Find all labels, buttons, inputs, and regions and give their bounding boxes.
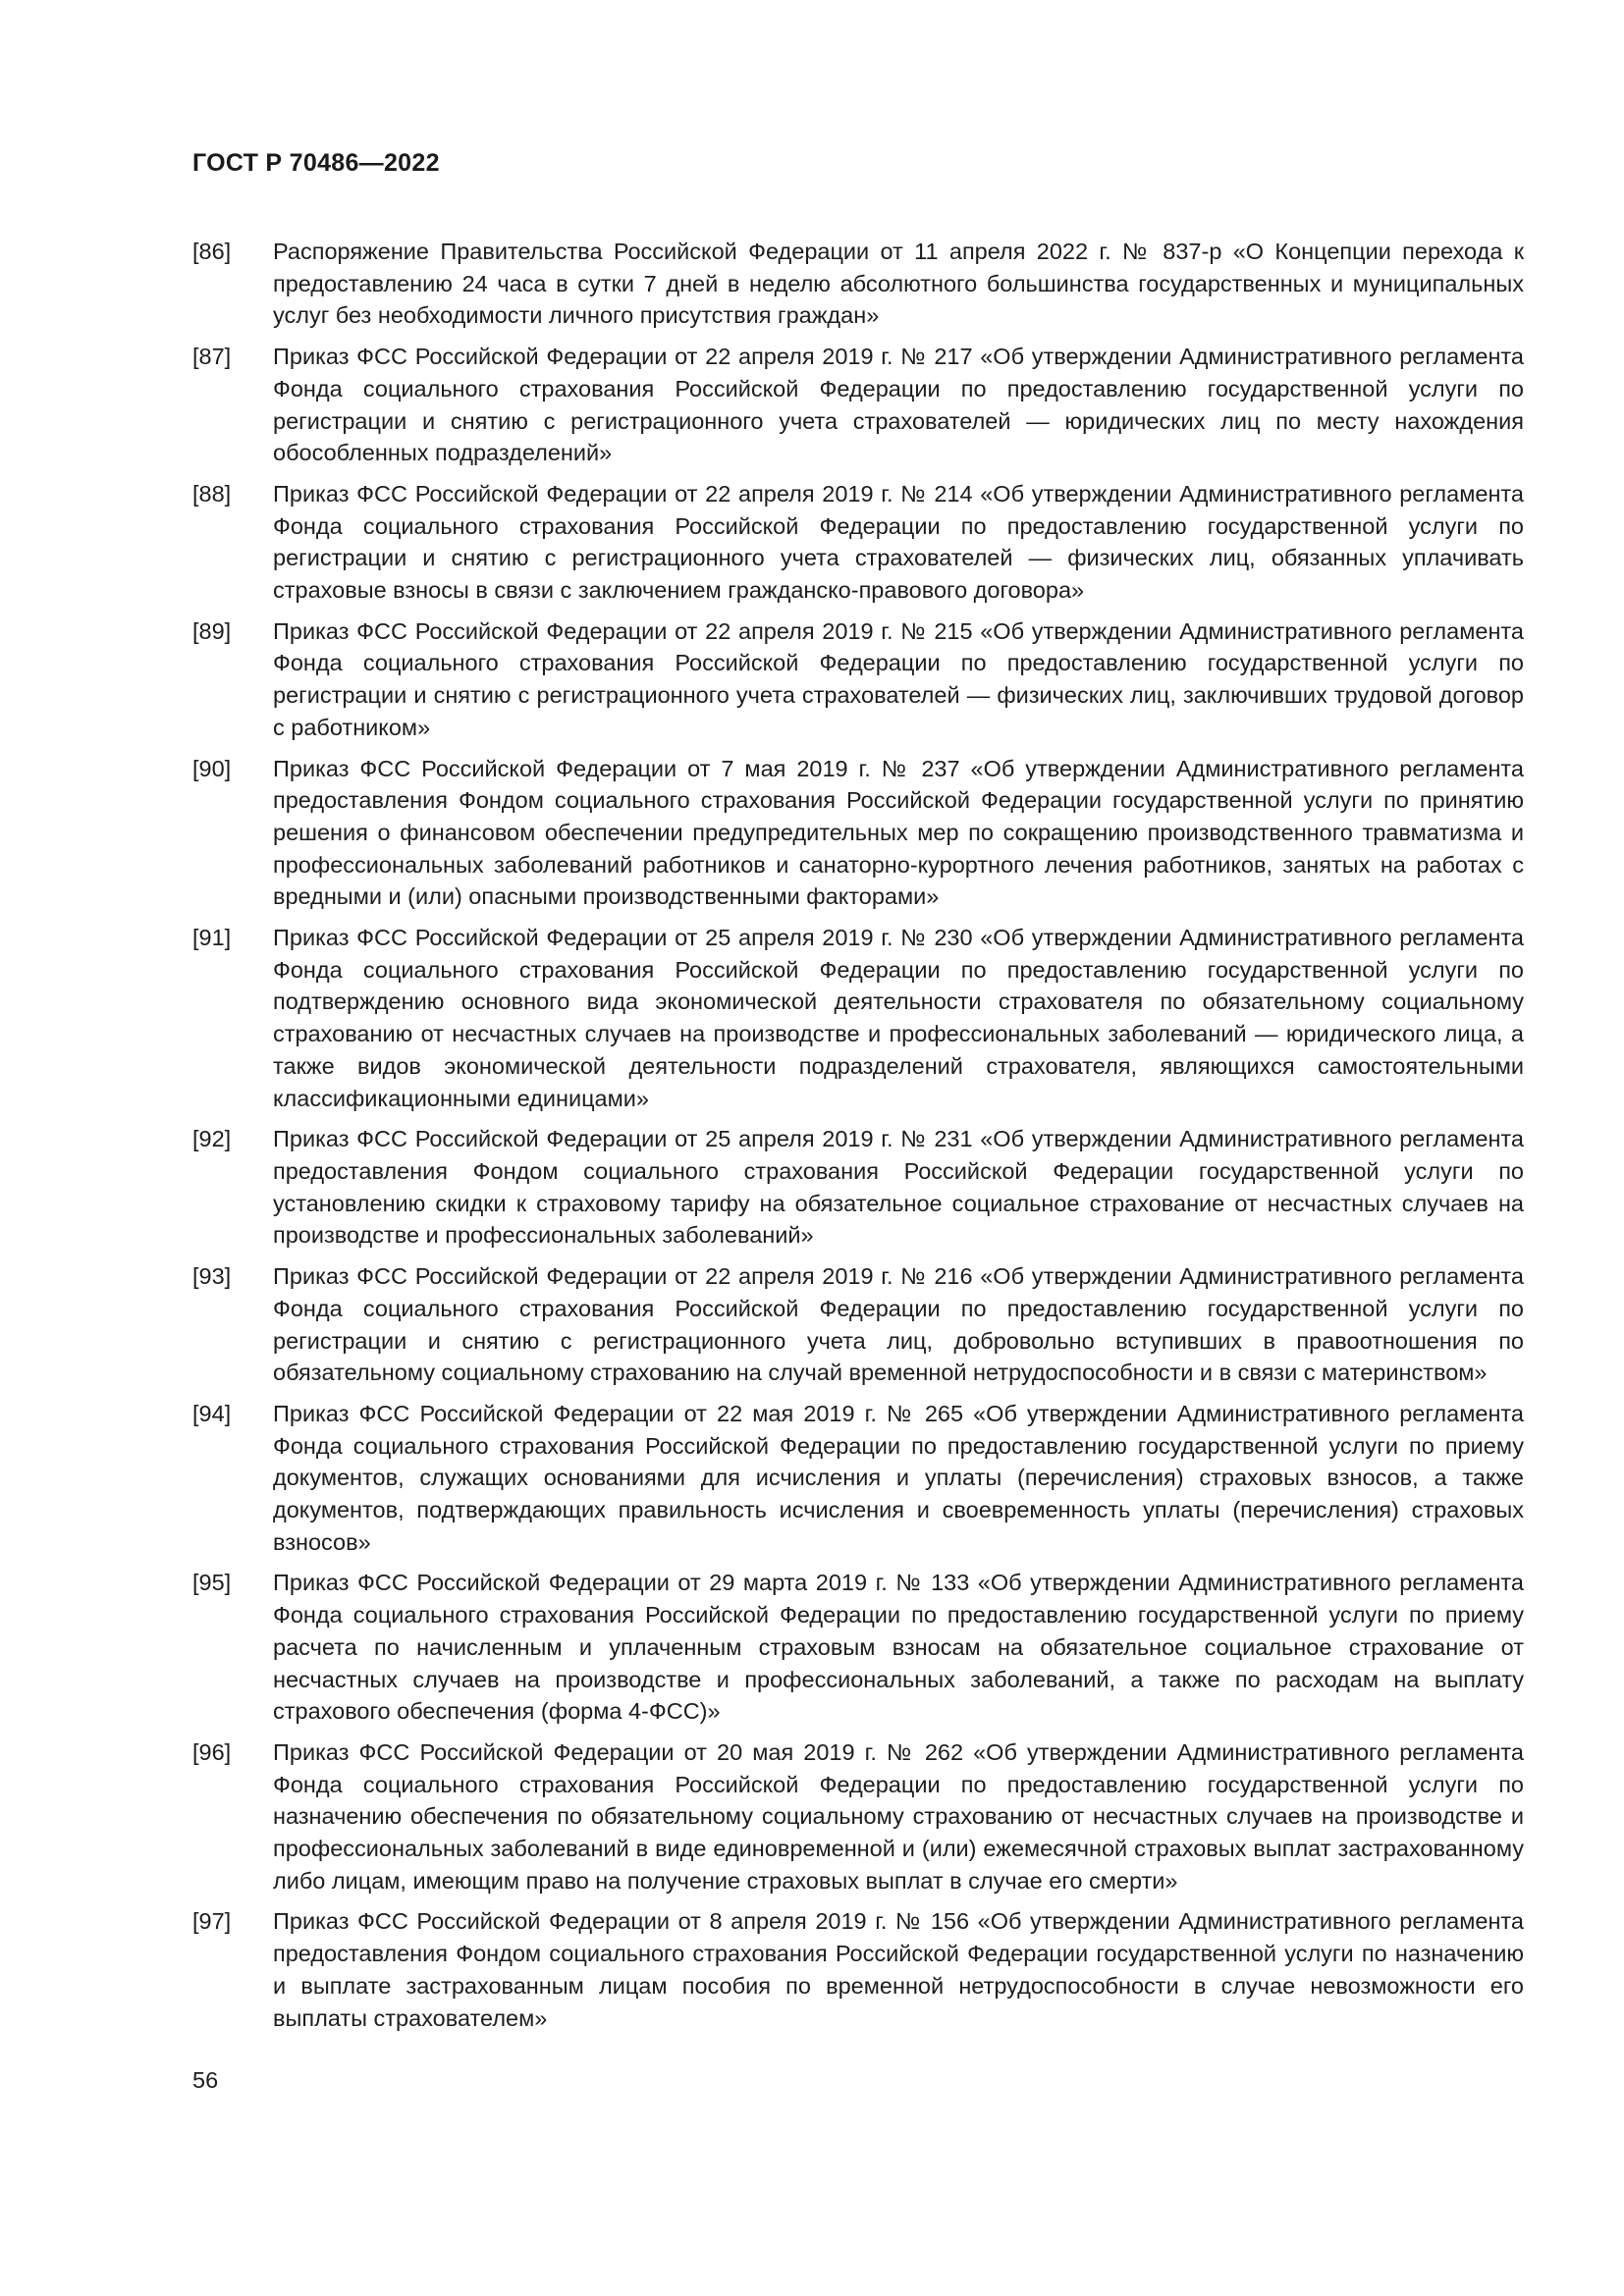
reference-number: [90]: [192, 755, 232, 781]
reference-number: [91]: [192, 925, 232, 951]
reference-number: [93]: [192, 1263, 232, 1290]
reference-item: [192, 236, 1524, 332]
reference-item: [192, 1260, 1524, 1389]
reference-item: [192, 1567, 1524, 1728]
reference-item: [192, 341, 1524, 469]
references-list: [192, 236, 1524, 2043]
reference-text: Распоряжение Правительства Российской Федерации от 11 апреля 2022 г. № 837-р «О Концепции перехода к предоставлению 24 часа в сутки 7 дней в неделю абсолютного большинства государственных и муниципальных услуг без необходимости личного присутствия граждан»: [273, 239, 1524, 329]
reference-text: Приказ ФСС Российской Федерации от 25 апреля 2019 г. № 230 «Об утверждении Административного регламента Фонда социального страхования Российской Федерации по предоставлению государственной услуги по подтверждению основного вида экономической деятельности страхователя по обязательному социальному страхованию от несчастных случаев на производстве и профессиональных заболеваний — юридического лица, а также видов экономической деятельности подразделений страхователя, являющихся самостоятельными классификационными единицами»: [273, 925, 1524, 1111]
reference-number: [96]: [192, 1738, 232, 1765]
reference-text: Приказ ФСС Российской Федерации от 29 марта 2019 г. № 133 «Об утверждении Административного регламента Фонда социального страхования Российской Федерации по предоставлению государственной услуги по приему расчета по начисленным и уплаченным страховым взносам на обязательное социальное страхование от несчастных случаев на производстве и профессиональных заболеваний, а также по расходам на выплату страхового обеспечения (форма 4-ФСС)»: [273, 1570, 1524, 1725]
reference-item: [192, 1123, 1524, 1252]
reference-number: [95]: [192, 1570, 232, 1596]
reference-item: [192, 1736, 1524, 1897]
reference-number: [97]: [192, 1908, 232, 1935]
reference-item: [192, 615, 1524, 744]
reference-text: Приказ ФСС Российской Федерации от 22 апреля 2019 г. № 216 «Об утверждении Административного регламента Фонда социального страхования Российской Федерации по предоставлению государственной услуги по регистрации и снятию с регистрационного учета лиц, добровольно вступивших в правоотношения по обязательному социальному страхованию на случай временной нетрудоспособности и в связи с материнством»: [273, 1263, 1524, 1386]
reference-text: Приказ ФСС Российской Федерации от 22 апреля 2019 г. № 214 «Об утверждении Административного регламента Фонда социального страхования Российской Федерации по предоставлению государственной услуги по регистрации и снятию с регистрационного учета страхователей — физических лиц, обязанных уплачивать страховые взносы в связи с заключением гражданско-правового договора»: [273, 480, 1524, 604]
reference-item: [192, 922, 1524, 1114]
reference-text: Приказ ФСС Российской Федерации от 22 мая 2019 г. № 265 «Об утверждении Административного регламента Фонда социального страхования Российской Федерации по предоставлению государственной услуги по приему документов, служащих основаниями для исчисления и уплаты (перечисления) страховых взносов, а также документов, подтверждающих правильность исчисления и своевременность уплаты (перечисления) страховых взносов»: [273, 1400, 1524, 1555]
reference-text: Приказ ФСС Российской Федерации от 8 апреля 2019 г. № 156 «Об утверждении Административного регламента предоставления Фондом социального страхования Российской Федерации государственной услуги по назначению и выплате застрахованным лицам пособия по временной нетрудоспособности в случае невозможности его выплаты страхователем»: [273, 1908, 1524, 2031]
page-number: 56: [192, 2067, 219, 2093]
reference-number: [87]: [192, 344, 232, 370]
reference-number: [94]: [192, 1400, 232, 1426]
reference-text: Приказ ФСС Российской Федерации от 7 мая 2019 г. № 237 «Об утверждении Административного регламента предоставления Фондом социального страхования Российской Федерации государственной услуги по принятию решения о финансовом обеспечении предупредительных мер по сокращению производственного травматизма и профессиональных заболеваний работников и санаторно-курортного лечения работников, занятых на работах с вредными и (или) опасными производственными факторами»: [273, 755, 1524, 910]
reference-text: Приказ ФСС Российской Федерации от 22 апреля 2019 г. № 215 «Об утверждении Административного регламента Фонда социального страхования Российской Федерации по предоставлению государственной услуги по регистрации и снятию с регистрационного учета страхователей — физических лиц, заключивших трудовой договор с работником»: [273, 617, 1524, 740]
reference-text: Приказ ФСС Российской Федерации от 25 апреля 2019 г. № 231 «Об утверждении Административного регламента предоставления Фондом социального страхования Российской Федерации государственной услуги по установлению скидки к страховому тарифу на обязательное социальное страхование от несчастных случаев на производстве и профессиональных заболеваний»: [273, 1126, 1524, 1249]
reference-number: [86]: [192, 239, 232, 264]
document-code-header: ГОСТ Р 70486—2022: [192, 149, 440, 177]
reference-number: [92]: [192, 1126, 232, 1152]
reference-text: Приказ ФСС Российской Федерации от 20 мая 2019 г. № 262 «Об утверждении Административного регламента Фонда социального страхования Российской Федерации по предоставлению государственной услуги по назначению обеспечения по обязательному социальному страхованию от несчастных случаев на производстве и профессиональных заболеваний в виде единовременной и (или) ежемесячной страховых выплат застрахованному либо лицам, имеющим право на получение страховых выплат в случае его смерти»: [273, 1738, 1524, 1894]
reference-item: [192, 753, 1524, 914]
reference-text: Приказ ФСС Российской Федерации от 22 апреля 2019 г. № 217 «Об утверждении Административного регламента Фонда социального страхования Российской Федерации по предоставлению государственной услуги по регистрации и снятию с регистрационного учета страхователей — юридических лиц по месту нахождения обособленных подразделений»: [273, 344, 1524, 466]
reference-item: [192, 1905, 1524, 2034]
reference-item: [192, 478, 1524, 607]
reference-number: [89]: [192, 617, 232, 644]
reference-item: [192, 1398, 1524, 1559]
reference-number: [88]: [192, 480, 232, 507]
